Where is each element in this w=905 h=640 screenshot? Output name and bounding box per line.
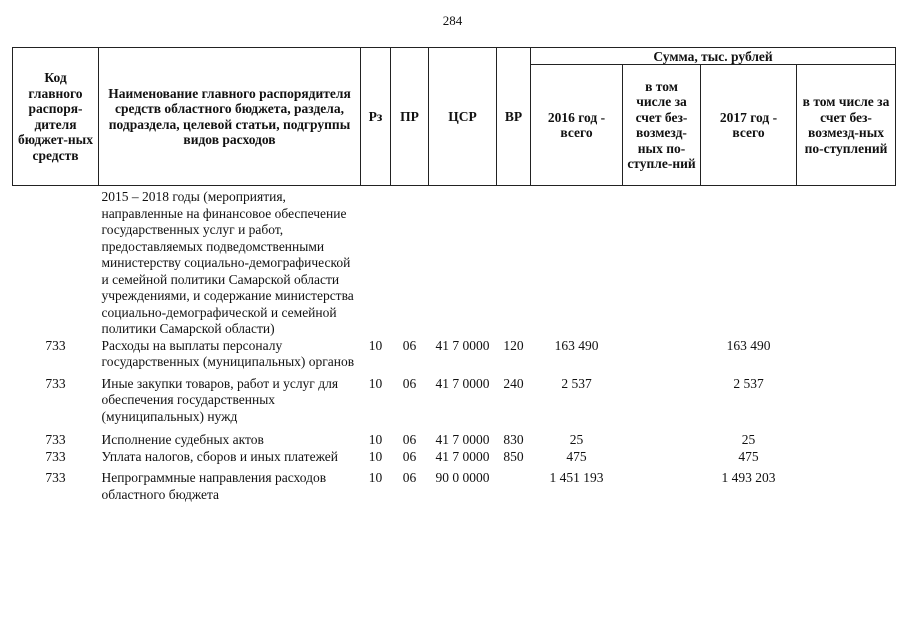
cell-rz: 10 (368, 470, 383, 485)
cell-2017-grants (797, 186, 896, 338)
cell-2017 (701, 186, 797, 338)
cell-2017-grants (797, 465, 896, 503)
cell-csr: 90 0 0000 (435, 470, 490, 485)
cell-2017: 475 (738, 448, 759, 464)
table-row (13, 465, 896, 503)
header-pr: ПР (391, 48, 429, 186)
header-2017-grants: в том числе за счет без-возмезд-ных по-ступлений (797, 65, 896, 186)
cell-2016: 475 (566, 448, 587, 464)
cell-csr (429, 186, 497, 338)
cell-2016: 2 537 (561, 375, 592, 391)
cell-vr: 830 (503, 432, 524, 447)
cell-pr: 06 (402, 470, 417, 485)
cell-name: Расходы на выплаты персоналу государственных (муниципальных) органов (101, 337, 355, 369)
table-body (13, 186, 896, 504)
cell-pr: 06 (402, 432, 417, 447)
cell-csr: 41 7 0000 (435, 337, 490, 353)
header-sum-group: Сумма, тыс. рублей (531, 48, 896, 65)
cell-code (13, 186, 99, 338)
cell-code: 733 (45, 375, 66, 391)
cell-2017: 2 537 (733, 375, 764, 391)
cell-code: 733 (45, 470, 66, 485)
table-row (13, 186, 896, 338)
cell-rz: 10 (368, 432, 383, 447)
cell-2016-grants (623, 338, 701, 371)
cell-2016 (531, 186, 623, 338)
cell-2016: 163 490 (554, 337, 599, 353)
page-number: 284 (442, 13, 463, 28)
cell-2016: 1 451 193 (549, 470, 604, 485)
cell-2016-grants (623, 186, 701, 338)
cell-csr: 41 7 0000 (435, 375, 490, 391)
cell-vr (497, 465, 531, 503)
cell-2016-grants (623, 425, 701, 449)
cell-2017-grants (797, 371, 896, 426)
budget-table (12, 47, 896, 503)
cell-vr: 240 (503, 375, 524, 391)
header-name: Наименование главного распорядителя средств областного бюджета, раздела, подраздела, целевой статьи, подгруппы видов расходов (99, 48, 361, 186)
cell-2016-grants (623, 465, 701, 503)
cell-name: 2015 – 2018 годы (мероприятия, направленные на финансовое обеспечение государственных услуг и работ, предоставляемых подведомственными министерству социально-демографической и семейной политики Самарской области учреждениями, и содержание министерства социально-демографической и семейной политики Самарской области) (101, 189, 354, 336)
cell-2016-grants (623, 371, 701, 426)
cell-2016-grants (623, 449, 701, 466)
cell-csr: 41 7 0000 (435, 448, 490, 464)
cell-code: 733 (45, 337, 66, 353)
cell-rz (361, 186, 391, 338)
cell-pr: 06 (402, 448, 417, 464)
table-row (13, 371, 896, 426)
header-vr: ВР (497, 48, 531, 186)
cell-vr (497, 186, 531, 338)
header-2016-grants: в том числе за счет без-возмезд-ных по-ступле-ний (623, 65, 701, 186)
header-2016-total: 2016 год - всего (531, 65, 623, 186)
cell-code: 733 (45, 448, 66, 464)
cell-rz: 10 (368, 337, 383, 353)
header-rz: Рз (361, 48, 391, 186)
cell-2017: 1 493 203 (721, 470, 776, 485)
cell-pr: 06 (402, 337, 417, 353)
cell-csr: 41 7 0000 (435, 432, 490, 447)
cell-name: Исполнение судебных актов (101, 432, 264, 447)
cell-2017-grants (797, 338, 896, 371)
header-csr: ЦСР (429, 48, 497, 186)
cell-name: Уплата налогов, сборов и иных платежей (101, 448, 338, 464)
cell-2016: 25 (569, 432, 584, 447)
table-row (13, 338, 896, 371)
cell-2017-grants (797, 425, 896, 449)
cell-2017: 25 (741, 432, 756, 447)
cell-pr: 06 (402, 375, 417, 391)
cell-rz: 10 (368, 448, 383, 464)
table-header (13, 48, 896, 186)
cell-rz: 10 (368, 375, 383, 391)
header-code: Код главного распоря-дителя бюджет-ных средств (13, 48, 99, 186)
table-row (13, 425, 896, 449)
cell-code: 733 (45, 432, 66, 447)
cell-name: Непрограммные направления расходов областного бюджета (101, 470, 327, 502)
header-2017-total: 2017 год - всего (701, 65, 797, 186)
cell-2017-grants (797, 449, 896, 466)
cell-vr: 850 (503, 448, 524, 464)
cell-vr: 120 (503, 337, 524, 353)
cell-2017: 163 490 (726, 337, 771, 353)
cell-pr (391, 186, 429, 338)
table-row (13, 449, 896, 466)
cell-name: Иные закупки товаров, работ и услуг для обеспечения государственных (муниципальных) нужд (101, 375, 339, 424)
